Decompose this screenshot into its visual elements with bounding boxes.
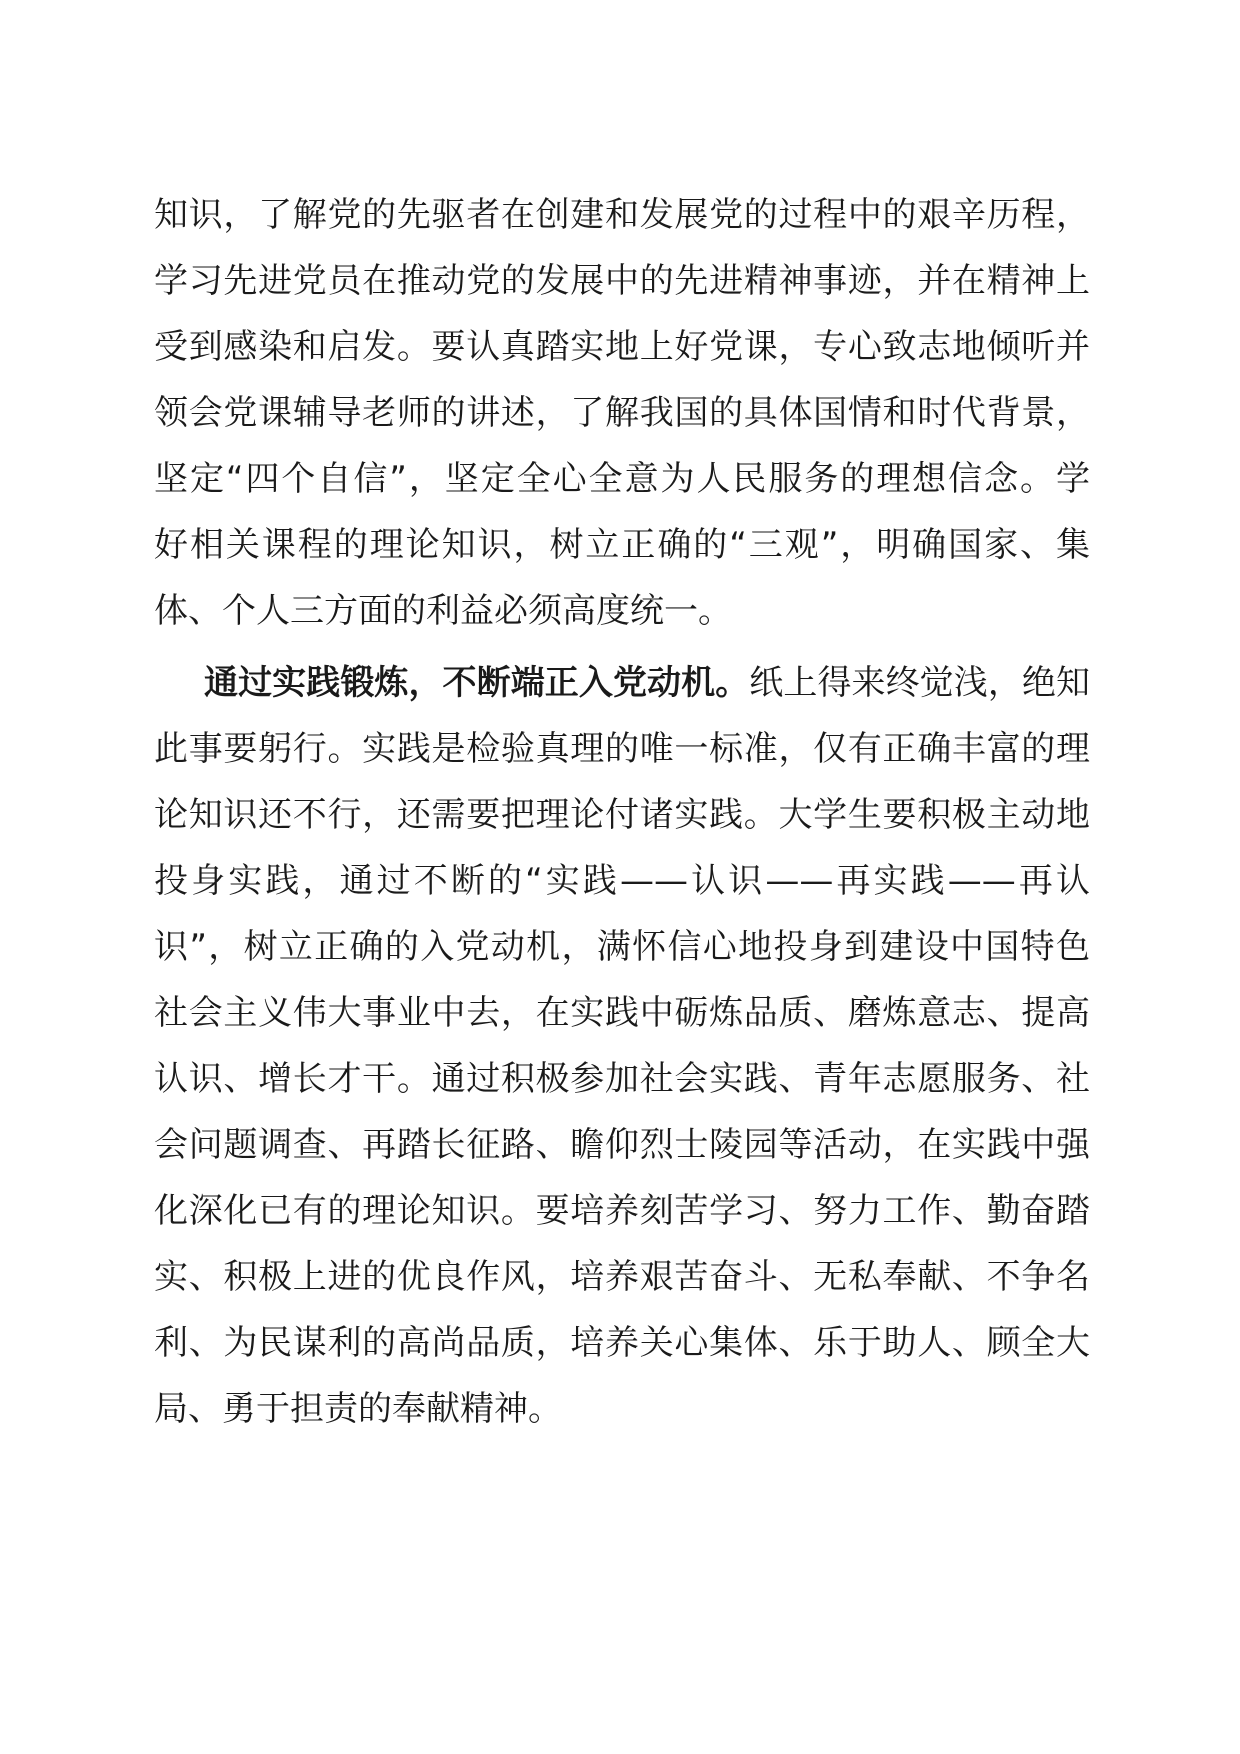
paragraph-1-line: 学习先进党员在推动党的发展中的先进精神事迹，并在精神上 bbox=[154, 261, 1090, 301]
paragraph-1-line: 坚定“四个自信”，坚定全心全意为人民服务的理想信念。学 bbox=[154, 459, 1090, 499]
paragraph-1 bbox=[154, 182, 1090, 644]
paragraph-2-line: 社会主义伟大事业中去，在实践中砺炼品质、磨炼意志、提高 bbox=[154, 993, 1090, 1033]
paragraph-1-line: 领会党课辅导老师的讲述，了解我国的具体国情和时代背景， bbox=[154, 393, 1090, 433]
paragraph-2-first-line bbox=[154, 650, 1090, 716]
paragraph-2-lead-rest: 纸上得来终觉浅，绝知 bbox=[749, 663, 1091, 703]
paragraph-2-line: 利、为民谋利的高尚品质，培养关心集体、乐于助人、顾全大 bbox=[154, 1323, 1090, 1363]
paragraph-2-bold-lead: 通过实践锻炼，不断端正入党动机。 bbox=[204, 663, 750, 703]
paragraph-2-line: 识”，树立正确的入党动机，满怀信心地投身到建设中国特色 bbox=[154, 927, 1090, 967]
paragraph-1-line: 知识，了解党的先驱者在创建和发展党的过程中的艰辛历程， bbox=[154, 195, 1090, 235]
paragraph-2-line: 论知识还不行，还需要把理论付诸实践。大学生要积极主动地 bbox=[154, 795, 1090, 835]
paragraph-2-line: 实、积极上进的优良作风，培养艰苦奋斗、无私奉献、不争名 bbox=[154, 1257, 1090, 1297]
paragraph-2-line: 认识、增长才干。通过积极参加社会实践、青年志愿服务、社 bbox=[154, 1059, 1090, 1099]
paragraph-2-line: 化深化已有的理论知识。要培养刻苦学习、努力工作、勤奋踏 bbox=[154, 1191, 1090, 1231]
paragraph-2 bbox=[154, 650, 1090, 1442]
document-body bbox=[154, 182, 1090, 1442]
paragraph-2-line: 此事要躬行。实践是检验真理的唯一标准，仅有正确丰富的理 bbox=[154, 729, 1090, 769]
paragraph-1-line: 受到感染和启发。要认真踏实地上好党课，专心致志地倾听并 bbox=[154, 327, 1090, 367]
paragraph-2-line: 会问题调查、再踏长征路、瞻仰烈士陵园等活动，在实践中强 bbox=[154, 1125, 1090, 1165]
paragraph-1-line: 体、个人三方面的利益必须高度统一。 bbox=[154, 591, 732, 631]
paragraph-2-line: 投身实践，通过不断的“实践——认识——再实践——再认 bbox=[154, 861, 1090, 901]
paragraph-2-line: 局、勇于担责的奉献精神。 bbox=[154, 1389, 562, 1429]
paragraph-1-line: 好相关课程的理论知识，树立正确的“三观”，明确国家、集 bbox=[154, 525, 1090, 565]
